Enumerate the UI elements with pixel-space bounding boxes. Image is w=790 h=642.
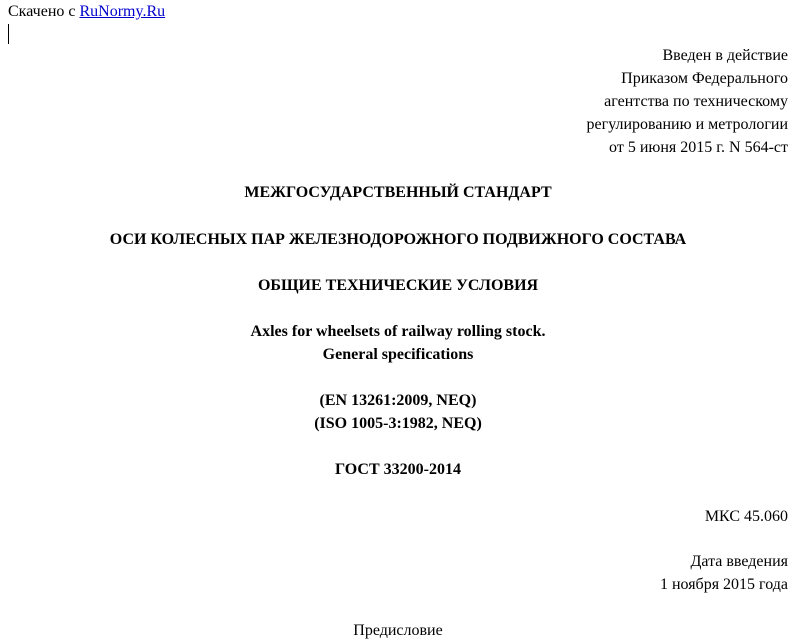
source-link[interactable]: RuNormy.Ru <box>79 3 166 20</box>
enactment-line: агентства по техническому <box>604 93 788 110</box>
standard-ref-1: (EN 13261:2009, NEQ) <box>319 392 477 409</box>
intro-date: 1 ноября 2015 года <box>659 576 788 593</box>
standard-type: МЕЖГОСУДАРСТВЕННЫЙ СТАНДАРТ <box>244 184 552 201</box>
text-cursor <box>8 24 9 44</box>
source-line <box>8 0 165 23</box>
standard-title-en-2: General specifications <box>322 346 474 363</box>
enactment-line: Приказом Федерального <box>621 70 788 87</box>
standard-title-ru: ОСИ КОЛЕСНЫХ ПАР ЖЕЛЕЗНОДОРОЖНОГО ПОДВИЖНОГО СОСТАВА <box>109 231 687 248</box>
enactment-line: от 5 июня 2015 г. N 564-ст <box>609 139 788 156</box>
preface-heading: Предисловие <box>353 622 443 639</box>
mks-code: МКС 45.060 <box>704 508 788 525</box>
enactment-block <box>587 44 788 159</box>
source-prefix: Скачено с <box>8 3 80 20</box>
intro-date-label: Дата введения <box>690 553 788 570</box>
enactment-line: Введен в действие <box>662 47 788 64</box>
standard-subtitle-ru: ОБЩИЕ ТЕХНИЧЕСКИЕ УСЛОВИЯ <box>257 277 539 294</box>
standard-title-en-1: Axles for wheelsets of railway rolling stock. <box>250 323 546 340</box>
enactment-line: регулированию и метрологии <box>586 116 788 133</box>
standard-ref-2: (ISO 1005-3:1982, NEQ) <box>314 415 482 432</box>
standard-code: ГОСТ 33200-2014 <box>335 461 461 478</box>
